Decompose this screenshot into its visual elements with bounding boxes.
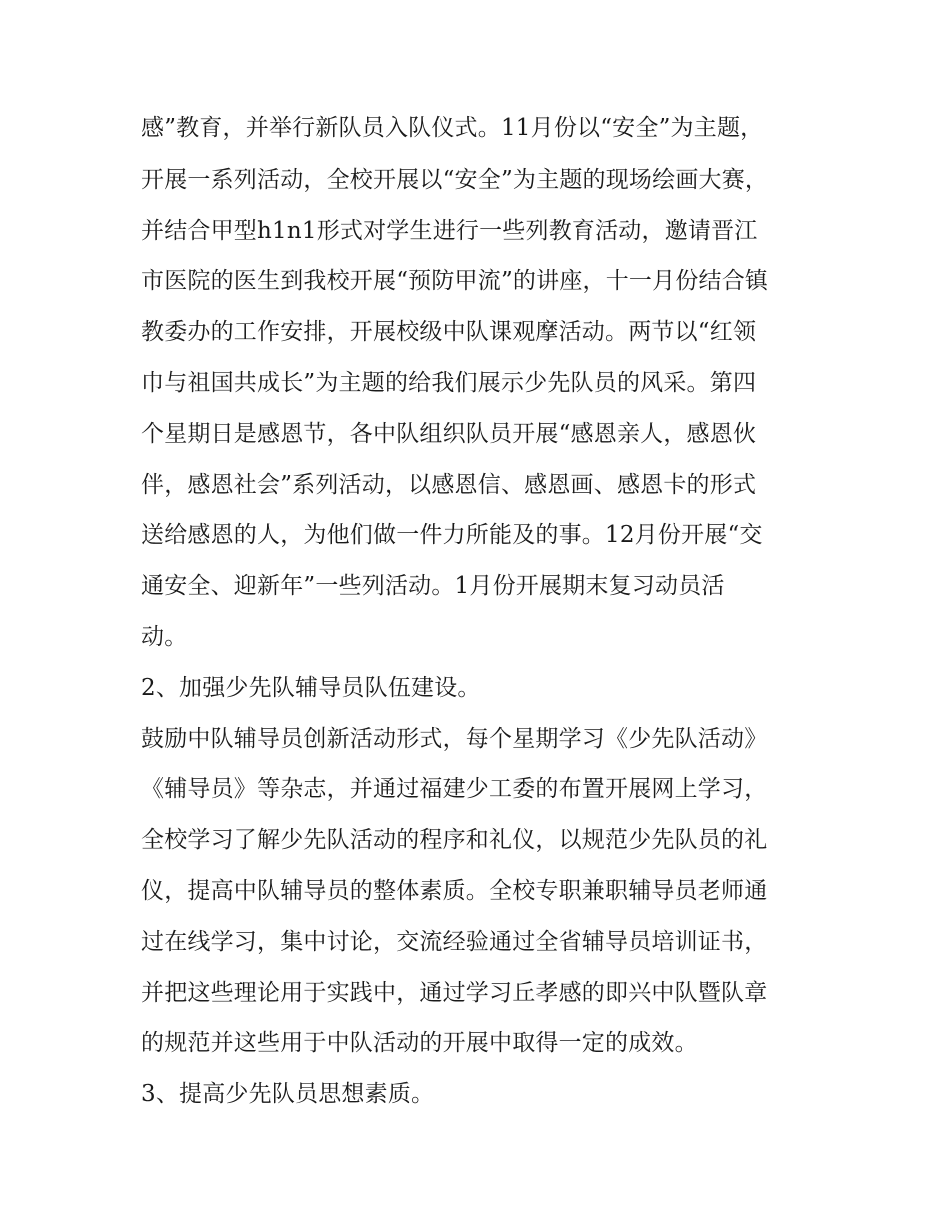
text-line: 伴，感恩社会”系列活动，以感恩信、感恩画、感恩卡的形式 — [141, 472, 757, 498]
text-line: 个星期日是感恩节，各中队组织队员开展“感恩亲人，感恩伙 — [141, 421, 757, 447]
text-line: 并把这些理论用于实践中，通过学习丘孝感的即兴中队暨队章 — [141, 980, 768, 1006]
text-line: 全校学习了解少先队活动的程序和礼仪，以规范少先队员的礼 — [141, 827, 768, 853]
text-line: 《辅导员》等杂志，并通过福建少工委的布置开展网上学习， — [141, 776, 768, 802]
text-line: 感”教育，并举行新队员入队仪式。11月份以“安全”为主题， — [141, 115, 764, 141]
text-line: 开展一系列活动，全校开展以“安全”为主题的现场绘画大赛， — [141, 167, 769, 193]
text-line: 鼓励中队辅导员创新活动形式，每个星期学习《少先队活动》 — [141, 726, 768, 752]
text-line: 并结合甲型h1n1形式对学生进行一些列教育活动，邀请晋江 — [141, 218, 758, 244]
text-line: 巾与祖国共成长”为主题的给我们展示少先队员的风采。第四 — [141, 370, 757, 396]
text-line: 市医院的医生到我校开展“预防甲流”的讲座，十一月份结合镇 — [141, 268, 769, 294]
section-heading: 2、加强少先队辅导员队伍建设。 — [141, 675, 481, 701]
text-line: 仪，提高中队辅导员的整体素质。全校专职兼职辅导员老师通 — [141, 878, 768, 904]
text-line: 的规范并这些用于中队活动的开展中取得一定的成效。 — [141, 1030, 698, 1056]
text-line: 过在线学习，集中讨论，交流经验通过全省辅导员培训证书， — [141, 929, 768, 955]
text-line: 通安全、迎新年”一些列活动。1月份开展期末复习动员活 — [141, 573, 725, 599]
text-line: 送给感恩的人，为他们做一件力所能及的事。12月份开展“交 — [141, 522, 763, 548]
section-heading: 3、提高少先队员思想素质。 — [141, 1081, 435, 1107]
text-line: 教委办的工作安排，开展校级中队课观摩活动。两节以“红领 — [141, 319, 757, 345]
text-line: 动。 — [141, 624, 188, 650]
